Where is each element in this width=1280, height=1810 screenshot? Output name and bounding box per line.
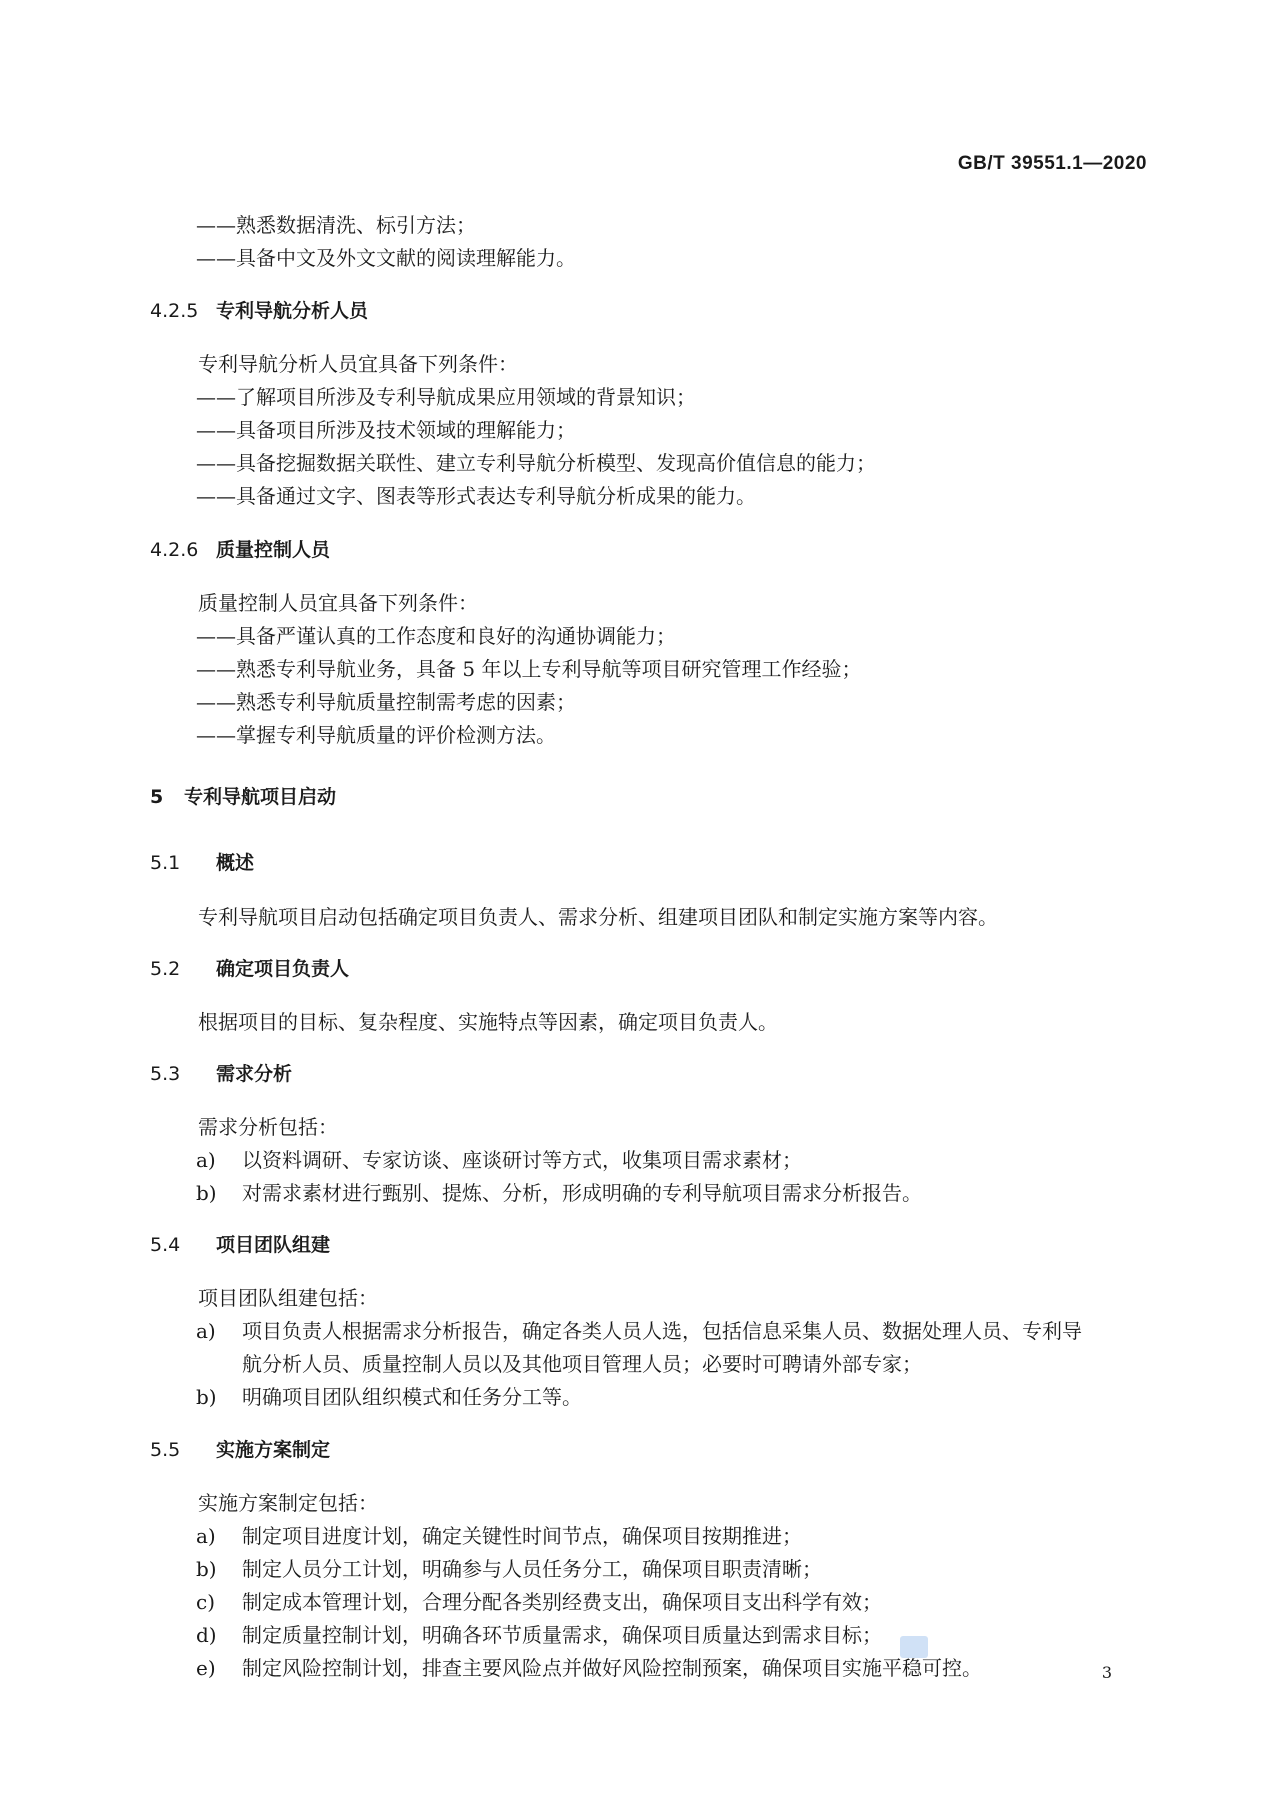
list-item: ——熟悉专利导航业务，具备 5 年以上专利导航等项目研究管理工作经验； <box>196 657 862 681</box>
section-number: 5.1 <box>150 852 181 874</box>
paragraph: 需求分析包括： <box>198 1115 338 1139</box>
list-item <box>196 1316 1082 1346</box>
section-number: 5.3 <box>150 1063 181 1085</box>
list-marker: e) <box>196 1656 216 1680</box>
list-item <box>196 1587 882 1617</box>
section-heading-5 <box>150 782 336 812</box>
list-item: ——具备挖掘数据关联性、建立专利导航分析模型、发现高价值信息的能力； <box>196 451 876 475</box>
section-heading-5-1 <box>150 848 254 878</box>
section-number: 4.2.5 <box>150 300 199 322</box>
list-text: 制定人员分工计划，明确参与人员任务分工，确保项目职责清晰； <box>242 1557 822 1581</box>
list-item: ——具备严谨认真的工作态度和良好的沟通协调能力； <box>196 624 676 648</box>
section-title: 确定项目负责人 <box>216 958 350 980</box>
section-number: 5.4 <box>150 1234 181 1256</box>
list-marker: b) <box>196 1181 217 1205</box>
list-item: ——具备中文及外文文献的阅读理解能力。 <box>196 246 576 270</box>
section-number: 4.2.6 <box>150 539 199 561</box>
list-item <box>196 1554 822 1584</box>
section-heading-5-2 <box>150 954 349 984</box>
section-title: 质量控制人员 <box>216 539 331 561</box>
list-item <box>196 1382 582 1412</box>
paragraph: 实施方案制定包括： <box>198 1491 378 1515</box>
paragraph: 项目团队组建包括： <box>198 1286 378 1310</box>
paragraph: 专利导航分析人员宜具备下列条件： <box>198 352 518 376</box>
list-text: 制定风险控制计划，排查主要风险点并做好风险控制预案，确保项目实施平稳可控。 <box>242 1656 982 1680</box>
list-item: ——具备项目所涉及技术领域的理解能力； <box>196 418 576 442</box>
list-item <box>196 1145 802 1175</box>
section-title: 专利导航分析人员 <box>216 300 369 322</box>
section-heading-4-2-5 <box>150 296 368 326</box>
list-text: 明确项目团队组织模式和任务分工等。 <box>242 1385 582 1409</box>
list-item: ——熟悉专利导航质量控制需考虑的因素； <box>196 690 576 714</box>
section-number: 5 <box>150 786 164 808</box>
list-marker: b) <box>196 1557 217 1581</box>
page-number: 3 <box>1101 1663 1112 1682</box>
list-item <box>196 1178 922 1208</box>
list-text: 以资料调研、专家访谈、座谈研讨等方式，收集项目需求素材； <box>242 1148 802 1172</box>
section-title: 专利导航项目启动 <box>184 786 337 808</box>
section-title: 需求分析 <box>216 1063 293 1085</box>
list-marker: c) <box>196 1590 216 1614</box>
list-item: ——掌握专利导航质量的评价检测方法。 <box>196 723 556 747</box>
highlight-mark <box>900 1636 928 1658</box>
list-marker: a) <box>196 1148 216 1172</box>
list-text: 制定成本管理计划，合理分配各类别经费支出，确保项目支出科学有效； <box>242 1590 882 1614</box>
list-text: 项目负责人根据需求分析报告，确定各类人员人选，包括信息采集人员、数据处理人员、专利导 <box>242 1319 1082 1343</box>
section-heading-5-3 <box>150 1059 292 1089</box>
list-marker: a) <box>196 1319 216 1343</box>
section-heading-5-4 <box>150 1230 330 1260</box>
list-item <box>196 1620 882 1650</box>
list-marker: d) <box>196 1623 217 1647</box>
list-text-continuation: 航分析人员、质量控制人员以及其他项目管理人员；必要时可聘请外部专家； <box>242 1352 922 1376</box>
section-title: 项目团队组建 <box>216 1234 331 1256</box>
list-marker: a) <box>196 1524 216 1548</box>
standard-code: GB/T 39551.1—2020 <box>957 153 1147 174</box>
list-item: ——具备通过文字、图表等形式表达专利导航分析成果的能力。 <box>196 484 756 508</box>
list-item: ——熟悉数据清洗、标引方法； <box>196 213 476 237</box>
paragraph: 专利导航项目启动包括确定项目负责人、需求分析、组建项目团队和制定实施方案等内容。 <box>198 905 998 929</box>
list-text: 对需求素材进行甄别、提炼、分析，形成明确的专利导航项目需求分析报告。 <box>242 1181 922 1205</box>
list-item: ——了解项目所涉及专利导航成果应用领域的背景知识； <box>196 385 696 409</box>
section-heading-4-2-6 <box>150 535 330 565</box>
list-item <box>196 1653 982 1683</box>
section-number: 5.2 <box>150 958 181 980</box>
section-heading-5-5 <box>150 1435 330 1465</box>
section-number: 5.5 <box>150 1439 181 1461</box>
section-title: 实施方案制定 <box>216 1439 331 1461</box>
list-text: 制定质量控制计划，明确各环节质量需求，确保项目质量达到需求目标； <box>242 1623 882 1647</box>
list-text: 制定项目进度计划，确定关键性时间节点，确保项目按期推进； <box>242 1524 802 1548</box>
paragraph: 根据项目的目标、复杂程度、实施特点等因素，确定项目负责人。 <box>198 1010 778 1034</box>
section-title: 概述 <box>216 852 255 874</box>
list-item <box>196 1521 802 1551</box>
paragraph: 质量控制人员宜具备下列条件： <box>198 591 478 615</box>
list-marker: b) <box>196 1385 217 1409</box>
